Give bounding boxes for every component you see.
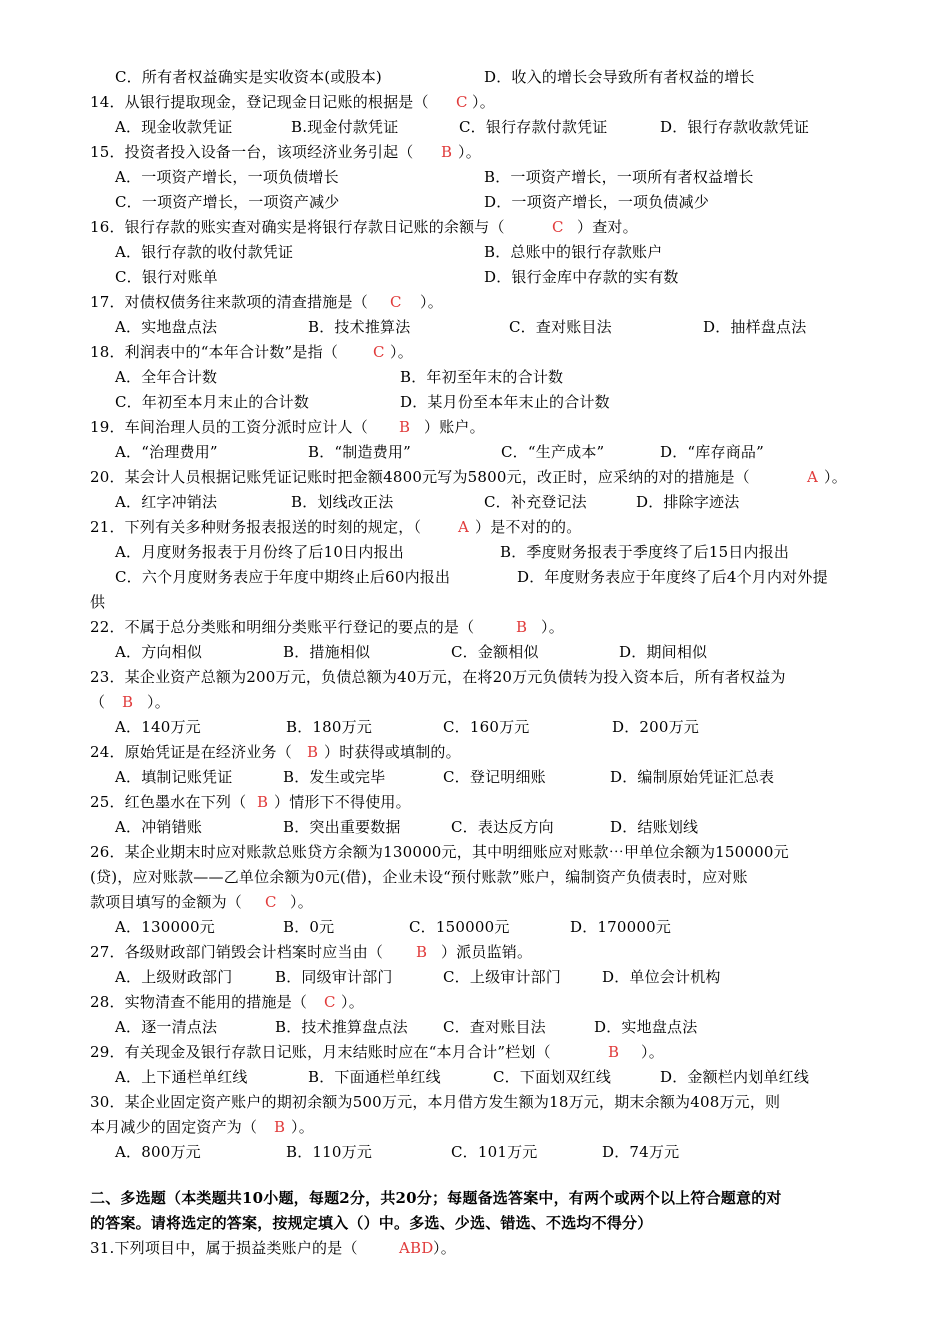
question-text: 25．红色墨水在下列（ — [90, 793, 247, 811]
question-text: ）是不对的的。 — [475, 518, 582, 536]
question-text: B．发生或完毕 — [283, 768, 386, 786]
question-text: A．上级财政部门 — [115, 968, 233, 986]
question-text: D．排除字迹法 — [636, 493, 740, 511]
question-text: C．“生产成本” — [501, 443, 605, 461]
question-text: ）。 — [390, 343, 413, 361]
question-text: 供 — [90, 593, 106, 611]
question-text: B．技术推算法 — [308, 318, 411, 336]
question-text: C．表达反方向 — [451, 818, 554, 836]
question-text: D．某月份至本年末止的合计数 — [400, 393, 610, 411]
question-text: B．措施相似 — [283, 643, 371, 661]
question-text: 31.下列项目中，属于损益类账户的是（ — [90, 1239, 358, 1257]
question-text: B．180万元 — [286, 718, 373, 736]
question-text: ）。 — [147, 693, 170, 711]
question-text: C．查对账目法 — [509, 318, 612, 336]
answer-mark: A — [807, 468, 819, 486]
question-text: A．现金收款凭证 — [115, 118, 233, 136]
question-text: A．逐一清点法 — [115, 1018, 218, 1036]
question-text: C．一项资产增长，一项资产减少 — [115, 193, 340, 211]
question-text: D．年度财务表应于年度终了后4个月内对外提 — [517, 568, 828, 586]
question-text: A．方向相似 — [115, 643, 203, 661]
question-text: A．全年合计数 — [115, 368, 218, 386]
question-text: 18．利润表中的“本年合计数”是指（ — [90, 343, 339, 361]
question-text: B.现金付款凭证 — [291, 118, 399, 136]
question-text: 17．对债权债务往来款项的清查措施是（ — [90, 293, 368, 311]
question-text: C．上级审计部门 — [443, 968, 562, 986]
question-text: B．划线改正法 — [291, 493, 394, 511]
question-text: 16．银行存款的账实查对确实是将银行存款日记账的余额与（ — [90, 218, 505, 236]
question-text: ）。 — [458, 143, 481, 161]
question-text: A．130000元 — [115, 918, 215, 936]
question-text: C．银行存款付款凭证 — [459, 118, 608, 136]
question-text: ）。 — [420, 293, 443, 311]
question-text: B．同级审计部门 — [275, 968, 393, 986]
question-text: C．101万元 — [451, 1143, 538, 1161]
section-heading-text: 的答案。请将选定的答案，按规定填入（）中。多选、少选、错选、不选均不得分） — [90, 1214, 653, 1232]
question-text: B．总账中的银行存款账户 — [484, 243, 663, 261]
question-text: 19．车间治理人员的工资分派时应计人（ — [90, 418, 368, 436]
question-text: ）派员监销。 — [441, 943, 533, 961]
question-text: 26．某企业期末时应对账款总账贷方余额为130000元，其中明细账应对账款⋯甲单位余额为150000元 — [90, 843, 789, 861]
answer-mark: B — [399, 418, 411, 436]
question-text: C．年初至本月末止的合计数 — [115, 393, 310, 411]
question-text: C．银行对账单 — [115, 268, 218, 286]
question-text: D．74万元 — [602, 1143, 680, 1161]
question-text: A．一项资产增长，一项负债增长 — [115, 168, 339, 186]
question-text: 23．某企业资产总额为200万元，负债总额为40万元，在将20万元负债转为投入资本后，所有者权益为 — [90, 668, 786, 686]
answer-mark: B — [441, 143, 453, 161]
question-text: ）。 — [341, 993, 364, 1011]
question-text: 14．从银行提取现金，登记现金日记账的根据是（ — [90, 93, 429, 111]
answer-mark: C — [456, 93, 468, 111]
answer-mark: C — [552, 218, 564, 236]
question-text: 27．各级财政部门销毁会计档案时应当由（ — [90, 943, 384, 961]
answer-mark: C — [373, 343, 385, 361]
answer-mark: B — [257, 793, 269, 811]
question-text: 本月减少的固定资产为（ — [90, 1118, 258, 1136]
question-text: C．下面划双红线 — [493, 1068, 612, 1086]
question-text: D．一项资产增长，一项负债减少 — [484, 193, 710, 211]
question-text: A．冲销错账 — [115, 818, 203, 836]
question-text: A．月度财务报表于月份终了后10日内报出 — [115, 543, 404, 561]
question-text: ）时获得或填制的。 — [324, 743, 461, 761]
question-text: (贷)，应对账款——乙单位余额为0元(借)，企业未设“预付账款”账户，编制资产负债表时，应对账 — [90, 868, 748, 886]
answer-mark: C — [390, 293, 402, 311]
question-text: ）。 — [641, 1043, 664, 1061]
question-text: 22．不属于总分类账和明细分类账平行登记的要点的是（ — [90, 618, 475, 636]
question-text: A．红字冲销法 — [115, 493, 218, 511]
question-text: C．补充登记法 — [484, 493, 587, 511]
question-text: （ — [90, 693, 106, 711]
question-text: D．收入的增长会导致所有者权益的增长 — [484, 68, 755, 86]
question-text: B．季度财务报表于季度终了后15日内报出 — [500, 543, 790, 561]
question-text: D．“库存商品” — [660, 443, 764, 461]
question-text: 20．某会计人员根据记账凭证记账时把金额4800元写为5800元，改正时，应采纳的对的措施是（ — [90, 468, 750, 486]
answer-mark: B — [416, 943, 428, 961]
answer-mark: B — [307, 743, 319, 761]
question-text: C．所有者权益确实是实收资本(或股本) — [115, 68, 382, 86]
question-text: B．“制造费用” — [308, 443, 411, 461]
question-text: ）。 — [472, 93, 495, 111]
answer-mark: ABD — [399, 1239, 434, 1257]
question-text: B．年初至年末的合计数 — [400, 368, 564, 386]
question-text: B．110万元 — [286, 1143, 373, 1161]
question-text: 款项目填写的金额为（ — [90, 893, 243, 911]
question-text: ）账户。 — [424, 418, 485, 436]
question-text: ）。 — [291, 1118, 314, 1136]
answer-mark: C — [324, 993, 336, 1011]
question-text: ）。 — [290, 893, 313, 911]
question-text: ）。 — [541, 618, 564, 636]
question-text: D．单位会计机构 — [602, 968, 721, 986]
question-text: B．突出重要数据 — [283, 818, 401, 836]
question-text: D．结账划线 — [610, 818, 699, 836]
question-text: 30．某企业固定资产账户的期初余额为500万元，本月借方发生额为18万元，期末余额为408万元，则 — [90, 1093, 781, 1111]
question-text: B．下面通栏单红线 — [308, 1068, 441, 1086]
answer-mark: C — [265, 893, 277, 911]
question-text: D．期间相似 — [619, 643, 708, 661]
answer-mark: B — [608, 1043, 620, 1061]
question-text: C．160万元 — [443, 718, 530, 736]
question-text: A．银行存款的收付款凭证 — [115, 243, 294, 261]
question-text: 15．投资者投入设备一台，该项经济业务引起（ — [90, 143, 414, 161]
question-text: ）。 — [824, 468, 847, 486]
question-text: B．一项资产增长，一项所有者权益增长 — [484, 168, 754, 186]
answer-mark: B — [274, 1118, 286, 1136]
question-text: D．金额栏内划单红线 — [660, 1068, 810, 1086]
question-text: ）查对。 — [577, 218, 638, 236]
question-text: D．170000元 — [570, 918, 672, 936]
answer-mark: A — [458, 518, 470, 536]
question-text: 28．实物清查不能用的措施是（ — [90, 993, 308, 1011]
answer-mark: B — [516, 618, 528, 636]
question-text: 21．下列有关多种财务报表报送的时刻的规定，（ — [90, 518, 422, 536]
question-text: ）情形下不得使用。 — [274, 793, 411, 811]
question-text: D．抽样盘点法 — [703, 318, 807, 336]
question-text: D．实地盘点法 — [594, 1018, 698, 1036]
question-text: C．金额相似 — [451, 643, 539, 661]
question-text: A．实地盘点法 — [115, 318, 218, 336]
question-text: C．登记明细账 — [443, 768, 546, 786]
answer-mark: B — [122, 693, 134, 711]
question-text: A．填制记账凭证 — [115, 768, 233, 786]
question-text: 24．原始凭证是在经济业务（ — [90, 743, 292, 761]
question-text: D．银行存款收款凭证 — [660, 118, 810, 136]
question-text: A．上下通栏单红线 — [115, 1068, 248, 1086]
question-text: B．技术推算盘点法 — [275, 1018, 408, 1036]
question-text: D．编制原始凭证汇总表 — [610, 768, 775, 786]
question-text: A．800万元 — [115, 1143, 201, 1161]
question-text: 29．有关现金及银行存款日记账，月末结账时应在“本月合计”栏划（ — [90, 1043, 551, 1061]
question-text: C．150000元 — [409, 918, 510, 936]
question-text: ）。 — [433, 1239, 456, 1257]
question-text: B．0元 — [283, 918, 335, 936]
question-text: C．六个月度财务表应于年度中期终止后60内报出 — [115, 568, 451, 586]
question-text: C．查对账目法 — [443, 1018, 546, 1036]
section-heading-text: 二、多选题（本类题共10小题，每题2分，共20分；每题备选答案中，有两个或两个以上符合题意的对 — [90, 1189, 782, 1207]
question-text: A．“治理费用” — [115, 443, 218, 461]
question-text: A．140万元 — [115, 718, 201, 736]
question-text: D．200万元 — [612, 718, 700, 736]
question-text: D．银行金库中存款的实有数 — [484, 268, 679, 286]
